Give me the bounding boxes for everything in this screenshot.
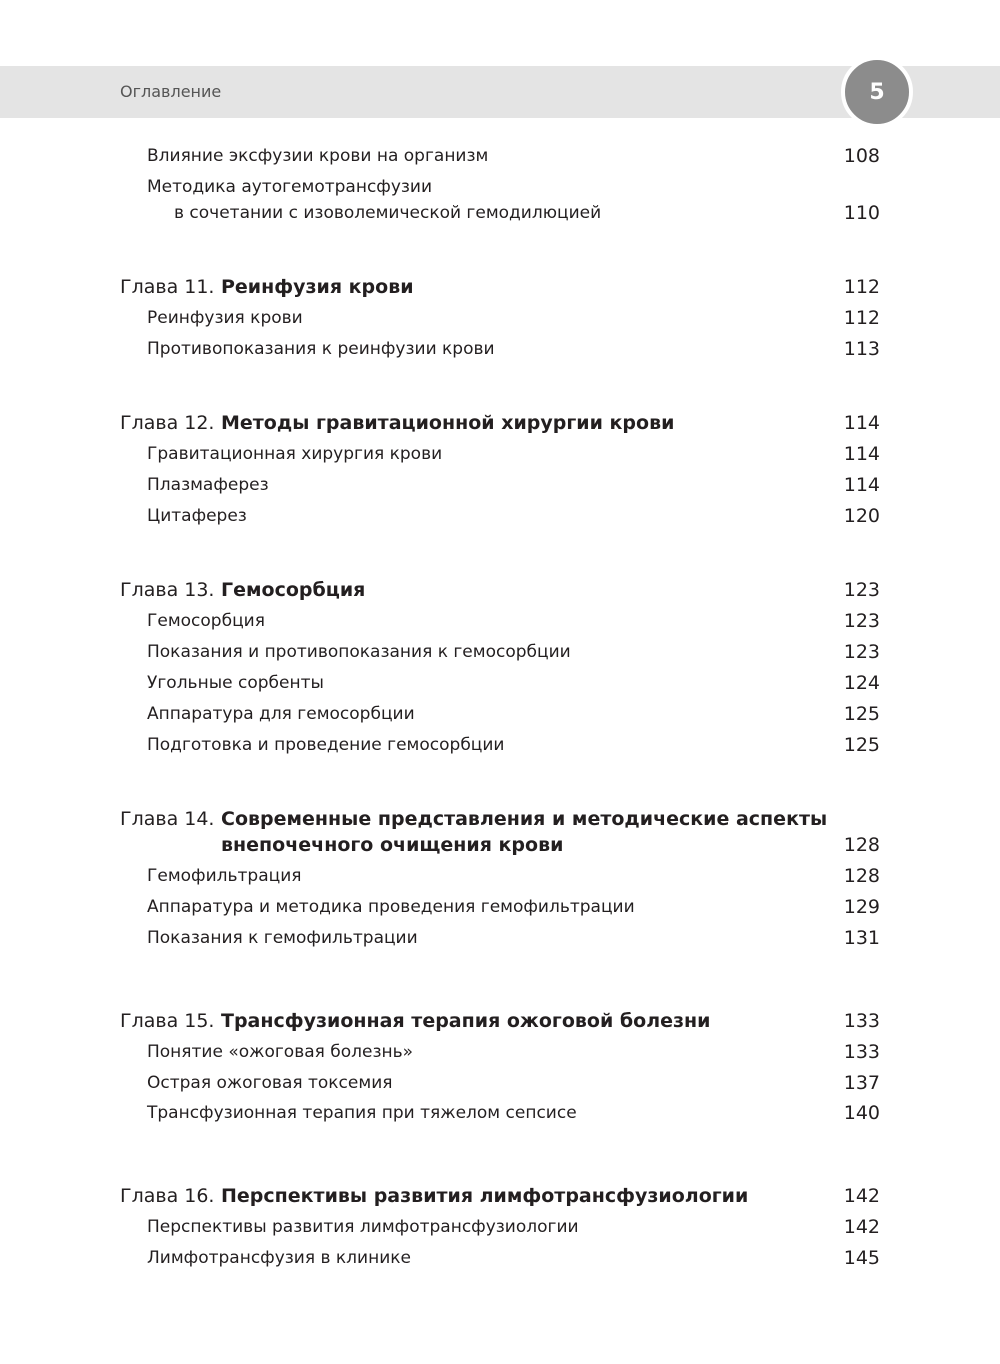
page-number: 5	[869, 79, 885, 105]
toc-entry[interactable]	[0, 701, 1000, 727]
toc-entry[interactable]	[0, 1100, 1000, 1126]
toc-entry-page: 129	[843, 896, 880, 918]
toc-entry-title: Гемофильтрация	[147, 866, 302, 886]
toc-chapter-16[interactable]	[0, 1183, 1000, 1209]
chapter-label: Глава 14.	[120, 808, 215, 830]
toc-entry-page: 125	[843, 703, 880, 725]
chapter-label: Глава 11.	[120, 276, 215, 298]
toc-entry-page: 110	[843, 202, 880, 224]
toc-chapter-11[interactable]	[0, 274, 1000, 300]
toc-entry[interactable]	[0, 608, 1000, 634]
toc-entry-page: 145	[843, 1247, 880, 1269]
toc-entry-title: Показания и противопоказания к гемосорбции	[147, 642, 571, 662]
toc-entry[interactable]	[0, 472, 1000, 498]
toc-entry[interactable]	[0, 1070, 1000, 1096]
toc-entry-page: 128	[843, 865, 880, 887]
toc-entry[interactable]	[0, 305, 1000, 331]
toc-entry-title: Трансфузионная терапия при тяжелом сепсисе	[147, 1103, 577, 1123]
chapter-title: Реинфузия крови	[221, 276, 414, 298]
chapter-label: Глава 12.	[120, 412, 215, 434]
toc-entry[interactable]	[0, 732, 1000, 758]
toc-chapter-14-continuation[interactable]	[0, 832, 1000, 858]
toc-entry-page: 131	[843, 927, 880, 949]
toc-entry[interactable]	[0, 1214, 1000, 1240]
toc-entry[interactable]	[0, 143, 1000, 169]
page-number-badge	[841, 56, 913, 128]
chapter-label: Глава 15.	[120, 1010, 215, 1032]
toc-entry-page: 137	[843, 1072, 880, 1094]
toc-entry[interactable]	[0, 1039, 1000, 1065]
toc-entry-page: 114	[843, 443, 880, 465]
toc-entry[interactable]	[0, 503, 1000, 529]
chapter-label: Глава 13.	[120, 579, 215, 601]
toc-entry-title: Методика аутогемотрансфузии	[147, 177, 433, 197]
toc-chapter-14[interactable]	[0, 806, 1000, 832]
chapter-title: Перспективы развития лимфотрансфузиологии	[221, 1185, 749, 1207]
toc-entry-page: 124	[843, 672, 880, 694]
toc-entry[interactable]	[0, 894, 1000, 920]
chapter-page: 142	[843, 1185, 880, 1207]
toc-entry[interactable]	[0, 863, 1000, 889]
toc-entry-title: Понятие «ожоговая болезнь»	[147, 1042, 414, 1062]
toc-entry-title: Перспективы развития лимфотрансфузиологии	[147, 1217, 579, 1237]
toc-chapter-12[interactable]	[0, 410, 1000, 436]
toc-entry-page: 114	[843, 474, 880, 496]
toc-entry-title: Острая ожоговая токсемия	[147, 1073, 393, 1093]
toc-entry-title: Подготовка и проведение гемосорбции	[147, 735, 505, 755]
toc-entry[interactable]	[0, 441, 1000, 467]
chapter-title: Гемосорбция	[221, 579, 366, 601]
toc-entry-page: 112	[843, 307, 880, 329]
toc-entry-page: 108	[843, 145, 880, 167]
toc-entry[interactable]	[0, 670, 1000, 696]
toc-entry-page: 120	[843, 505, 880, 527]
toc-entry[interactable]	[0, 639, 1000, 665]
toc-entry-page: 125	[843, 734, 880, 756]
chapter-page: 112	[843, 276, 880, 298]
chapter-page: 114	[843, 412, 880, 434]
toc-entry[interactable]	[0, 1245, 1000, 1271]
chapter-page: 133	[843, 1010, 880, 1032]
toc-entry-title: Реинфузия крови	[147, 308, 303, 328]
toc-chapter-13[interactable]	[0, 577, 1000, 603]
toc-entry-title: Аппаратура и методика проведения гемофильтрации	[147, 897, 635, 917]
chapter-label: Глава 16.	[120, 1185, 215, 1207]
toc-entry[interactable]	[0, 174, 1000, 200]
chapter-title: Трансфузионная терапия ожоговой болезни	[221, 1010, 711, 1032]
chapter-page: 128	[843, 834, 880, 856]
chapter-title: Методы гравитационной хирургии крови	[221, 412, 675, 434]
chapter-title: Современные представления и методические аспекты	[221, 808, 828, 830]
toc-entry-title: Аппаратура для гемосорбции	[147, 704, 415, 724]
toc-entry-title: Показания к гемофильтрации	[147, 928, 418, 948]
toc-entry-page: 133	[843, 1041, 880, 1063]
chapter-page: 123	[843, 579, 880, 601]
toc-entry-page: 142	[843, 1216, 880, 1238]
toc-chapter-15[interactable]	[0, 1008, 1000, 1034]
toc-entry-title: Гравитационная хирургия крови	[147, 444, 443, 464]
toc-entry-continuation[interactable]	[0, 200, 1000, 226]
toc-entry-page: 123	[843, 641, 880, 663]
chapter-title-continuation: внепочечного очищения крови	[221, 834, 564, 856]
toc-entry-title: Цитаферез	[147, 506, 247, 526]
toc-entry-title: Лимфотрансфузия в клинике	[147, 1248, 411, 1268]
toc-entry-title: Противопоказания к реинфузии крови	[147, 339, 495, 359]
toc-entry-page: 140	[843, 1102, 880, 1124]
running-header-title: Оглавление	[120, 82, 222, 101]
toc-entry-title: Угольные сорбенты	[147, 673, 324, 693]
toc-entry-title: Плазмаферез	[147, 475, 269, 495]
toc-entry-title-continuation: в сочетании с изоволемической гемодилюцией	[174, 203, 602, 223]
toc-entry-title: Влияние эксфузии крови на организм	[147, 146, 489, 166]
toc-entry-title: Гемосорбция	[147, 611, 265, 631]
toc-entry-page: 113	[843, 338, 880, 360]
toc-entry[interactable]	[0, 925, 1000, 951]
toc-entry-page: 123	[843, 610, 880, 632]
toc-entry[interactable]	[0, 336, 1000, 362]
